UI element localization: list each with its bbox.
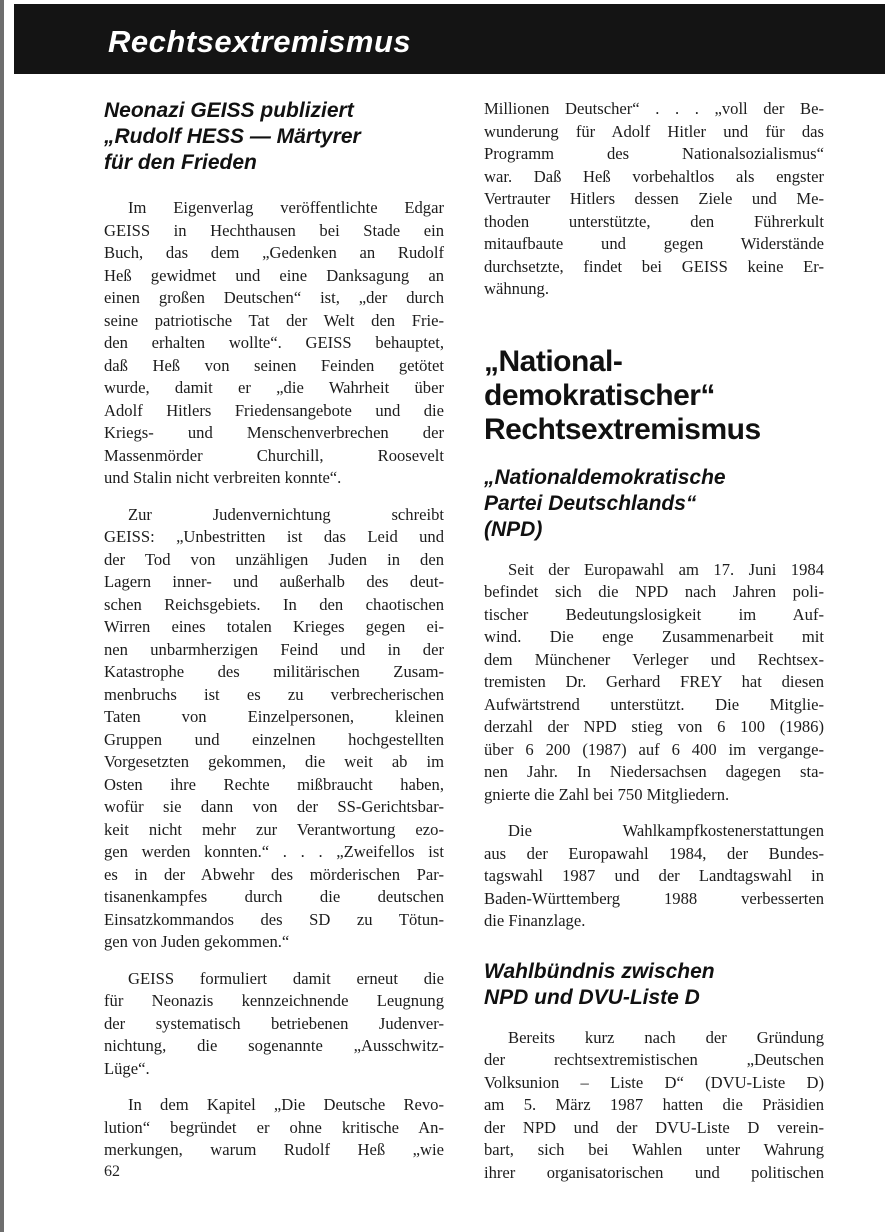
heading-line: Wahlbündnis zwischen [484,959,715,983]
text-line: keit nicht mehr zur Verantwortung ezo- [104,819,444,839]
text-line: Buch, das dem „Gedenken an Rudolf [104,243,444,262]
article-heading [104,98,444,176]
text-line: und Stalin nicht verbreiten konnte“. [104,468,342,487]
text-line: Vertrauter Hitlers dessen Ziele und Me- [484,189,824,208]
text-line: der Tod von unzähligen Juden in den [104,549,444,569]
text-line: Adolf Hitlers Friedensangebote und die [104,400,444,420]
text-line: schen Reichsgebiets. In den chaotischen [104,594,444,614]
text-line: Volksunion – Liste D“ (DVU-Liste D) [484,1072,824,1092]
banner-title: Rechtsextremismus [108,24,412,59]
text-line: der rechtsextremistischen „Deutschen [484,1050,824,1069]
text-line: war. Daß Heß vorbehaltlos als engster [484,166,824,186]
text-line: nen unbarmherzigen Feind und in der [104,639,444,659]
paragraph [104,1094,444,1162]
heading-line: demokratischer“ [484,378,715,412]
text-line: thoden unterstützte, den Führerkult [484,211,824,231]
text-line: nichtung, die sogenannte „Ausschwitz- [104,1036,444,1055]
heading-line: (NPD) [484,517,543,541]
text-line: gnierte die Zahl bei 750 Mitgliedern. [484,784,730,804]
heading-line: für den Frieden [104,151,257,174]
text-line: tischer Bedeutungslosigkeit im Auf- [484,604,824,624]
text-line: Wirren eines totalen Krieges gegen ei- [104,617,444,636]
text-line: GEISS formuliert damit erneut die [128,968,444,988]
subsection-heading-alliance [484,959,824,1011]
text-line: seine patriotische Tat der Welt den Frie- [104,310,444,330]
text-line: gen werden konnten.“ . . . „Zweifellos ist [104,842,444,861]
paragraph [104,504,444,954]
heading-line: „Rudolf HESS — Märtyrer [104,125,361,148]
text-line: die Finanzlage. [484,911,586,930]
text-line: nen Jahr. In Niedersachsen dagegen sta- [484,762,824,781]
heading-line: „Nationaldemokratische [484,465,726,489]
text-line: Heß gewidmet und eine Danksagung an [104,265,444,285]
text-line: Seit der Europawahl am 17. Juni 1984 [508,559,824,579]
text-line: den erhalten wollte“. GEISS behauptet, [104,333,444,352]
left-column [104,98,444,1162]
text-line: mitaufbaute und gegen Widerstände [484,234,824,253]
text-line: Baden-Württemberg 1988 verbesserten [484,888,824,908]
right-column [484,98,824,1184]
text-line: der NPD und der DVU-Liste D verein- [484,1117,824,1137]
section-banner [14,4,885,74]
text-line: der systematisch betriebenen Judenver- [104,1013,444,1033]
text-line: GEISS in Hechthausen bei Stade ein [104,220,444,240]
text-line: Lagern inner- und außerhalb des deut- [104,572,444,591]
text-line: einen großen Deutschen“ ist, „der durch [104,288,444,307]
text-line: ihrer organisatorischen und politischen [484,1162,824,1182]
heading-line: Rechtsextremismus [484,412,761,446]
text-line: für Neonazis kennzeichnende Leugnung [104,991,444,1010]
text-line: befindet sich die NPD nach Jahren poli- [484,582,824,601]
text-line: wähnung. [484,279,549,298]
heading-line: NPD und DVU-Liste D [484,985,700,1009]
text-line: merkungen, warum Rudolf Heß „wie [104,1140,444,1159]
text-line: Im Eigenverlag veröffentlichte Edgar [128,198,444,217]
heading-line: Neonazi GEISS publiziert [104,99,354,122]
text-line: menbruchs ist es zu verbrecherischen [104,684,444,704]
text-line: Massenmörder Churchill, Roosevelt [104,445,444,465]
text-line: Programm des Nationalsozialismus“ [484,144,824,163]
text-line: daß Heß von seinen Feinden getötet [104,355,444,375]
text-line: Bereits kurz nach der Gründung [508,1027,824,1047]
page-edge [0,0,4,1232]
text-line: tisanenkampfes durch die deutschen [104,887,444,906]
text-line: Die Wahlkampfkostenerstattungen [508,821,824,840]
text-line: Gruppen und einzelnen hochgestellten [104,729,444,749]
text-line: am 5. März 1987 hatten die Präsidien [484,1095,824,1114]
text-line: Aufwärtstrend unterstützt. Die Mitglie- [484,694,824,714]
text-line: Taten von Einzelpersonen, kleinen [104,707,444,726]
subsection-heading-npd [484,465,824,543]
text-line: wunderung für Adolf Hitler und für das [484,121,824,141]
section-heading [484,345,824,447]
paragraph [484,820,824,933]
paragraph [104,968,444,1081]
paragraph [484,559,824,807]
text-line: Osten ihre Rechte mißbraucht haben, [104,774,444,794]
text-line: Kriegs- und Menschenverbrechen der [104,423,444,442]
text-line: aus der Europawahl 1984, der Bundes- [484,843,824,863]
text-line: durchsetzte, findet bei GEISS keine Er- [484,256,824,276]
text-line: wofür sie dann von der SS-Gerichtsbar- [104,797,444,816]
text-line: derzahl der NPD stieg von 6 100 (1986) [484,717,824,736]
page-number: 62 [104,1163,120,1180]
text-line: GEISS: „Unbestritten ist das Leid und [104,527,444,546]
paragraph [484,1027,824,1185]
paragraph-continued [484,98,824,301]
text-line: wurde, damit er „die Wahrheit über [104,378,444,397]
text-line: tagswahl 1987 und der Landtagswahl in [484,866,824,885]
text-line: In dem Kapitel „Die Deutsche Revo- [128,1095,444,1114]
text-line: Katastrophe des militärischen Zusam- [104,662,444,681]
paragraph [104,197,444,490]
heading-line: „National- [484,344,623,378]
text-line: bart, sich bei Wahlen unter Wahrung [484,1140,824,1159]
text-line: wind. Die enge Zusammenarbeit mit [484,627,824,646]
text-line: Einsatzkommandos des SD zu Tötun- [104,909,444,929]
text-line: über 6 200 (1987) auf 6 400 im vergange- [484,739,824,759]
text-line: es in der Abwehr des mörderischen Par- [104,864,444,884]
text-line: gen von Juden gekommen.“ [104,932,290,951]
heading-line: Partei Deutschlands“ [484,491,697,515]
text-line: lution“ begründet er ohne kritische An- [104,1117,444,1137]
text-line: Vorgesetzten gekommen, die weit ab im [104,752,444,771]
text-line: Millionen Deutscher“ . . . „voll der Be- [484,99,824,118]
text-line: Zur Judenvernichtung schreibt [128,504,444,524]
text-line: Lüge“. [104,1058,150,1078]
text-line: dem Münchener Verleger und Rechtsex- [484,649,824,669]
text-line: tremisten Dr. Gerhard FREY hat diesen [484,672,824,691]
